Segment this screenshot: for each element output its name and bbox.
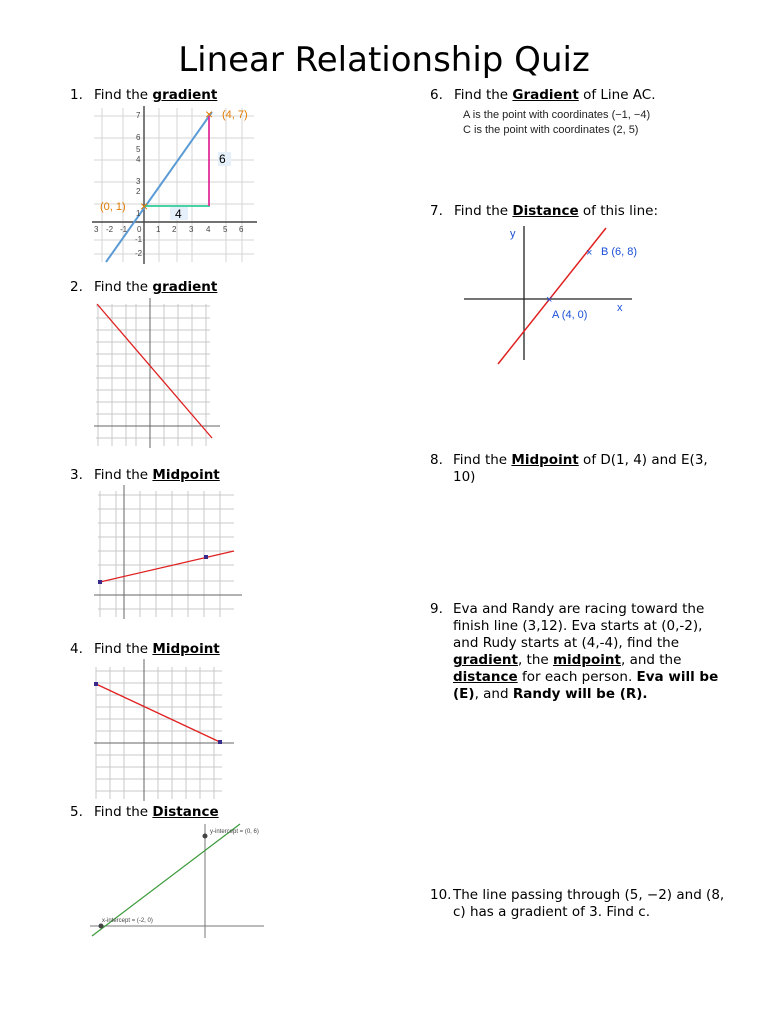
graph-q1 [92, 104, 262, 266]
y-tick: 5 [136, 145, 141, 154]
point-label-end: (4, 7) [222, 109, 248, 121]
graph-q5 [88, 822, 268, 940]
keyword: Midpoint [152, 467, 220, 483]
question-number: 4. [70, 641, 83, 657]
rise-label: 6 [219, 152, 226, 166]
question-8: 8. Find the Midpoint of D(1, 4) and E(3, 10) [430, 452, 708, 485]
line-q2 [97, 304, 212, 438]
data-point [94, 682, 98, 686]
keyword: gradient [152, 87, 218, 103]
question-6: 6. Find the Gradient of Line AC. [430, 87, 656, 103]
keyword: gradient [152, 279, 218, 295]
run-label: 4 [175, 207, 182, 221]
x-axis-label: x [617, 302, 623, 314]
y-tick: 3 [136, 177, 141, 186]
question-number: 5. [70, 804, 83, 820]
question-number: 9. [430, 601, 443, 617]
data-point [98, 580, 102, 584]
question-number: 7. [430, 203, 443, 219]
point-a-text: A is the point with coordinates (−1, −4) [463, 109, 651, 121]
question-number: 1. [70, 87, 83, 103]
question-number: 2. [70, 279, 83, 295]
keyword: midpoint [552, 652, 621, 668]
line-q3 [100, 551, 234, 582]
y-tick: 2 [136, 187, 141, 196]
x-tick: 5 [223, 225, 228, 234]
point-label-a: A (4, 0) [552, 309, 588, 321]
x-intercept-point [99, 924, 104, 929]
question-10: 10. The line passing through (5, −2) and (8, c) has a gradient of 3. Find c. [430, 887, 725, 920]
question-5: 5. Find the Distance [70, 804, 219, 820]
y-intercept-point [203, 834, 208, 839]
y-intercept-label: y-intercept = (0, 6) [210, 829, 259, 835]
keyword: Distance [152, 804, 219, 820]
x-intercept-label: x-intercept = (-2, 0) [102, 918, 153, 924]
keyword: Midpoint [152, 641, 220, 657]
question-7: 7. Find the Distance of this line: [430, 203, 659, 219]
bold-text: Randy will be (R). [512, 686, 648, 702]
x-tick: -1 [120, 225, 128, 234]
keyword: distance [453, 669, 518, 685]
x-tick: 3 [94, 225, 99, 234]
question-9: 9. Eva and Randy are racing toward the finish line (3,12). Eva starts at (0,-2), and Rudy starts at (4,-4), find the gradient, the midpoint, and the distance for each person. Eva will be (E), and Randy will be (R). [430, 601, 719, 702]
bold-text: Eva will be (E) [453, 669, 719, 702]
line-q4 [96, 684, 222, 743]
keyword: gradient [453, 652, 518, 668]
x-tick: 1 [156, 225, 161, 234]
question-number: 3. [70, 467, 83, 483]
page-title: Linear Relationship Quiz [178, 40, 590, 80]
y-tick: 4 [136, 155, 141, 164]
question-3: 3. Find the Midpoint [70, 467, 220, 483]
x-tick: 0 [137, 225, 142, 234]
data-point [204, 555, 208, 559]
question-number: 10. [430, 887, 452, 903]
data-point [218, 740, 222, 744]
graph-q7 [460, 224, 640, 369]
x-tick: 6 [239, 225, 244, 234]
question-1: 1. Find the gradient [70, 87, 218, 103]
y-tick: 1 [136, 209, 141, 218]
question-2: 2. Find the gradient [70, 279, 218, 295]
y-tick: 6 [136, 133, 141, 142]
point-c-text: C is the point with coordinates (2, 5) [463, 124, 639, 136]
question-number: 8. [430, 452, 443, 468]
keyword: Midpoint [511, 452, 579, 468]
y-tick: -2 [135, 249, 143, 258]
q6-point-list [463, 108, 650, 138]
point-label-start: (0, 1) [100, 201, 126, 213]
keyword: Gradient [512, 87, 579, 103]
keyword: Distance [512, 203, 579, 219]
y-axis-label: y [510, 228, 516, 240]
graph-q4 [92, 657, 237, 803]
question-number: 6. [430, 87, 443, 103]
x-tick: 3 [189, 225, 194, 234]
point-label-b: B (6, 8) [601, 246, 638, 258]
x-tick: 4 [206, 225, 211, 234]
graph-q2 [92, 296, 227, 453]
x-tick: 2 [172, 225, 177, 234]
cross-marker-icon: × [140, 198, 149, 214]
y-tick: -1 [135, 235, 143, 244]
cross-marker-icon: × [586, 247, 593, 259]
graph-q3 [92, 483, 247, 621]
question-4: 4. Find the Midpoint [70, 641, 220, 657]
y-tick: 7 [136, 111, 141, 120]
x-tick: -2 [106, 225, 114, 234]
cross-marker-icon: × [205, 106, 214, 122]
cross-marker-icon: × [546, 294, 553, 306]
